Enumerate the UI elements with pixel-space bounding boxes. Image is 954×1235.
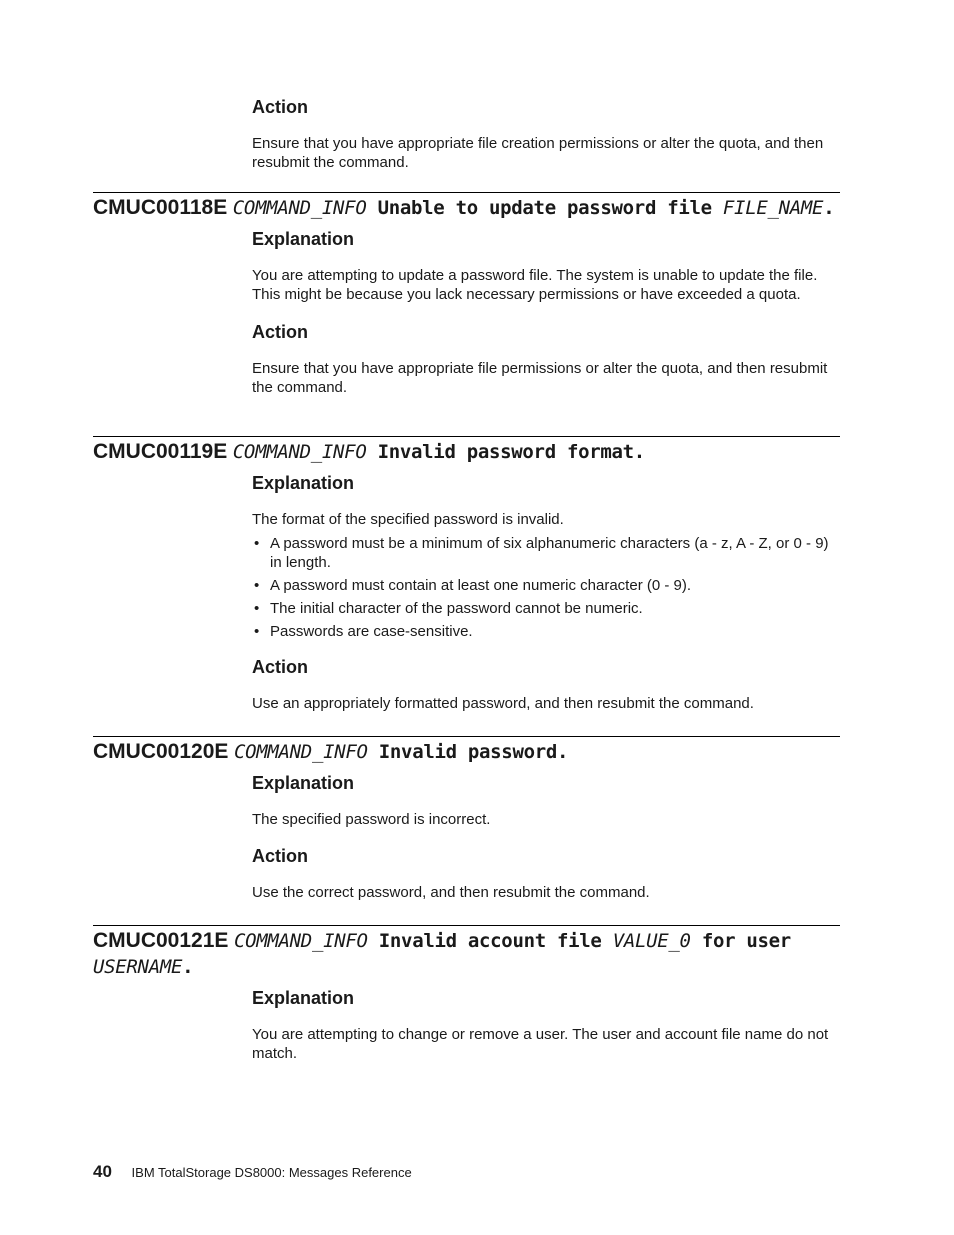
message-heading-cmuc00120e [93, 739, 853, 765]
action-heading: Action [252, 657, 308, 677]
action-text: Ensure that you have appropriate file creation permissions or alter the quota, and then resubmit the command. [252, 135, 824, 171]
list-item: • A password must contain at least one numeric character (0 - 9). [252, 576, 842, 595]
heading-text: for user [690, 930, 791, 952]
heading-variable: FILE_NAME [722, 197, 824, 219]
message-body-cmuc00120e [252, 772, 842, 902]
message-id: CMUC00119E [93, 440, 228, 463]
explanation-text: The specified password is incorrect. [252, 811, 491, 828]
message-heading-cmuc00119e [93, 439, 853, 465]
section-divider [93, 192, 840, 193]
message-heading-cmuc00121e [93, 928, 853, 980]
explanation-text: The format of the specified password is invalid. [252, 511, 564, 528]
section-divider [93, 436, 840, 437]
page-footer [93, 1162, 412, 1182]
explanation-text: You are attempting to change or remove a user. The user and account file name do not match. [252, 1026, 829, 1062]
heading-text: Invalid account file [367, 930, 613, 952]
list-item: • A password must be a minimum of six alphanumeric characters (a - z, A - Z, or 0 - 9) in length. [252, 534, 842, 572]
top-action-section [252, 96, 842, 172]
heading-variable: USERNAME [93, 956, 183, 978]
heading-variable: COMMAND_INFO [232, 197, 367, 219]
message-body-cmuc00121e [252, 987, 842, 1063]
action-heading: Action [252, 322, 308, 342]
list-item: • The initial character of the password cannot be numeric. [252, 599, 842, 618]
heading-variable: COMMAND_INFO [232, 441, 367, 463]
action-text: Ensure that you have appropriate file permissions or alter the quota, and then resubmit the command. [252, 360, 828, 396]
action-heading: Action [252, 97, 308, 117]
action-text: Use the correct password, and then resubmit the command. [252, 884, 650, 901]
heading-text: Unable to update password file [366, 197, 723, 219]
heading-variable: VALUE_0 [612, 930, 691, 952]
explanation-heading: Explanation [252, 473, 355, 493]
explanation-text: You are attempting to update a password file. The system is unable to update the file. This might be because you lack necessary permissions or have exceeded a quota. [252, 267, 818, 303]
explanation-heading: Explanation [252, 773, 355, 793]
message-body-cmuc00119e [252, 472, 842, 713]
action-text: Use an appropriately formatted password, and then resubmit the command. [252, 695, 754, 712]
explanation-heading: Explanation [252, 229, 355, 249]
document-title: IBM TotalStorage DS8000: Messages Reference [131, 1165, 412, 1180]
heading-variable: COMMAND_INFO [233, 741, 368, 763]
heading-text: . [823, 197, 835, 219]
page-number: 40 [93, 1162, 112, 1181]
section-divider [93, 736, 840, 737]
heading-variable: COMMAND_INFO [233, 930, 368, 952]
message-id: CMUC00118E [93, 196, 228, 219]
password-rules-list [252, 534, 842, 641]
message-heading-cmuc00118e [93, 195, 853, 221]
heading-text: . [182, 956, 194, 978]
message-id: CMUC00121E [93, 929, 229, 952]
heading-text: Invalid password format. [366, 441, 645, 463]
heading-text: Invalid password. [367, 741, 569, 763]
list-item: • Passwords are case-sensitive. [252, 622, 842, 641]
action-heading: Action [252, 846, 308, 866]
message-body-cmuc00118e [252, 228, 842, 397]
explanation-heading: Explanation [252, 988, 355, 1008]
section-divider [93, 925, 840, 926]
message-id: CMUC00120E [93, 740, 229, 763]
